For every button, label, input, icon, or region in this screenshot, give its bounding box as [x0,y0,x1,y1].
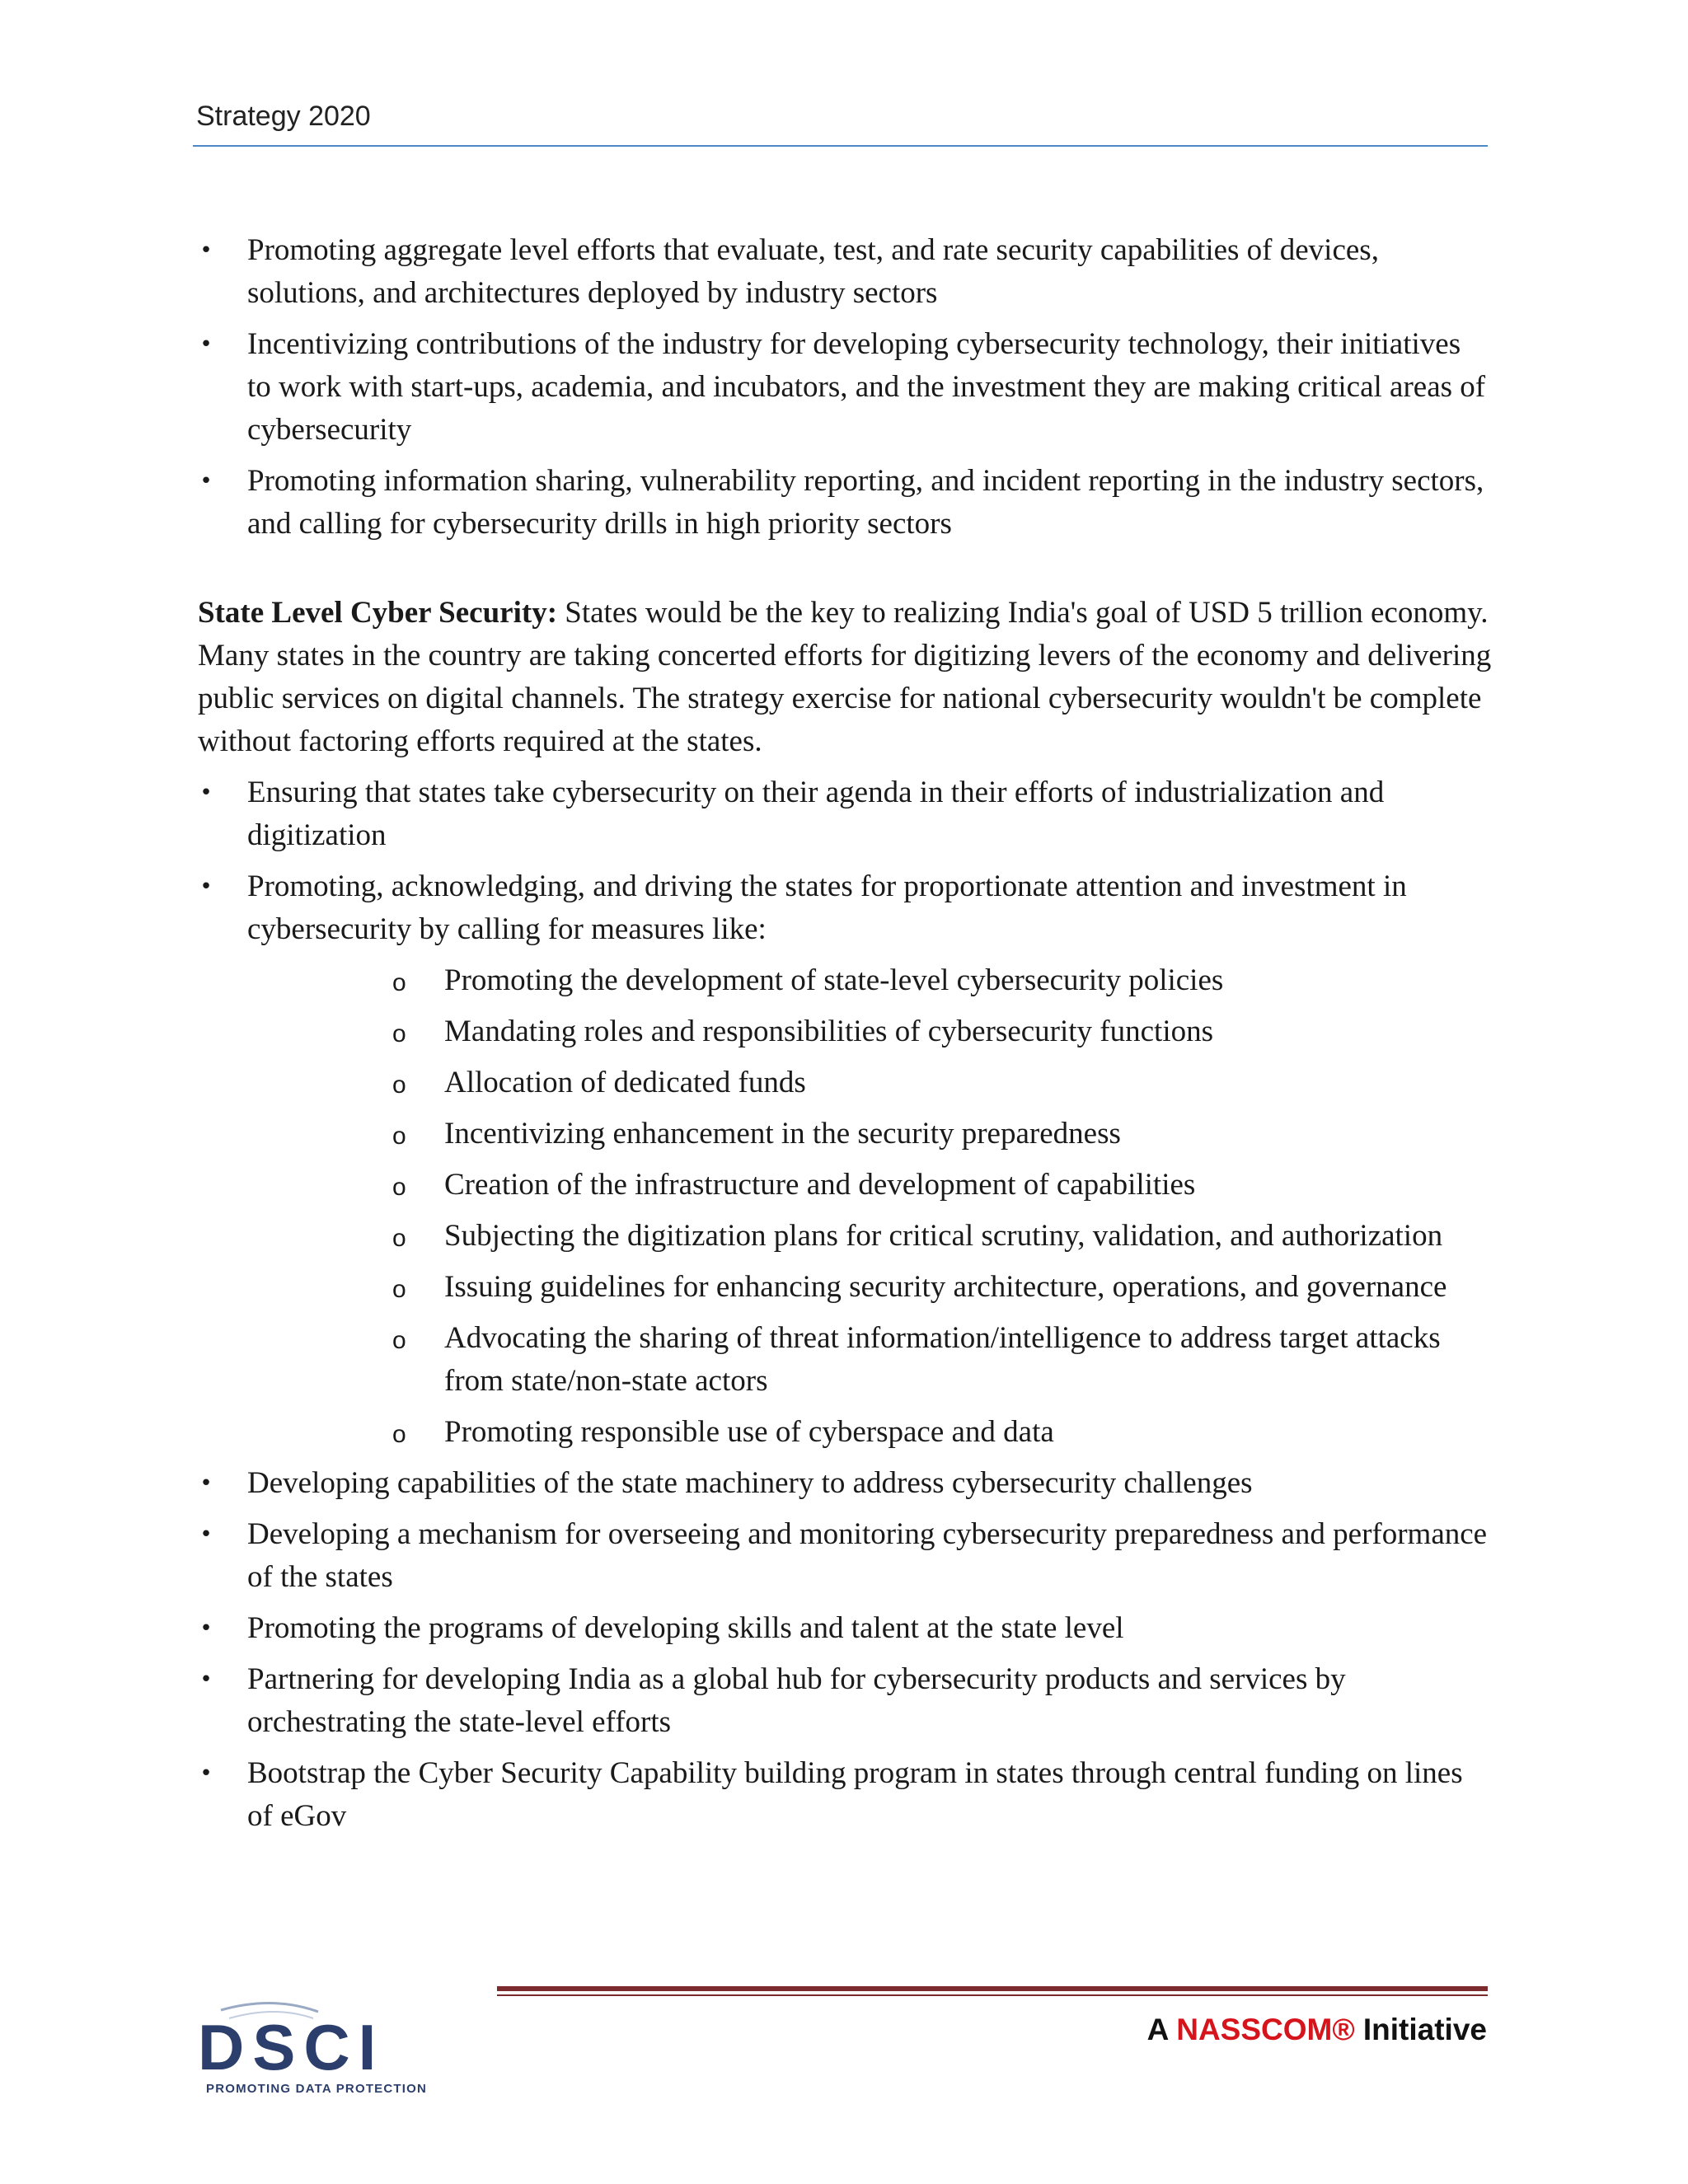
sub-list-item: o Advocating the sharing of threat information/intelligence to address target attacks from state/non-state actors [392,1321,1441,1398]
section-heading: State Level Cyber Security: [198,596,558,630]
list-item: • Promoting aggregate level efforts that evaluate, test, and rate security capabilities of devices, solutions, and architectures deployed by industry sectors [198,229,1492,315]
bullet-icon: • [199,1471,213,1496]
nasscom-brand: NASSCOM® [1176,2013,1355,2046]
sub-bullet-icon: o [392,1421,406,1448]
state-level-paragraph [198,592,1492,763]
sub-bullet-icon: o [392,1020,406,1047]
paragraph-text: States would be the key to realizing India's goal of USD 5 trillion economy. Many states in the country are taking concerted efforts for digitizing levers of the economy and delivering public services on digital channels. The strategy exercise for national cybersecurity wouldn't be complete without factoring efforts required at the states. [198,596,1492,758]
document-body [198,229,1492,1846]
logo-wordmark: DSCI [198,2011,385,2083]
bullet-icon: • [199,1761,213,1786]
sub-bullet-icon: o [392,1071,406,1099]
state-bullet-list [198,771,1492,1838]
sub-list-item: o Issuing guidelines for enhancing security architecture, operations, and governance [247,1266,1492,1309]
nasscom-initiative-label: A NASSCOM® Initiative [1146,2013,1487,2046]
sub-bullet-icon: o [392,1174,406,1201]
bullet-icon: • [199,874,213,899]
list-item: • Developing capabilities of the state machinery to address cybersecurity challenges [198,1462,1492,1505]
sub-list-item: o Mandating roles and responsibilities of cybersecurity functions [247,1010,1492,1053]
footer-divider-thin [497,1994,1488,1996]
dsci-logo [195,2000,458,2097]
bullet-icon: • [199,238,213,263]
list-item: • Incentivizing contributions of the industry for developing cybersecurity technology, their initiatives to work with start-ups, academia, and incubators, and the investment they are making critical areas of cybersecurity [198,323,1492,452]
sub-list-item: o Creation of the infrastructure and development of capabilities [247,1164,1492,1207]
sub-list-item: o Promoting the development of state-level cybersecurity policies [247,959,1492,1002]
sub-bullet-icon: o [392,969,406,996]
bullet-icon: • [199,1616,213,1641]
list-item: • Promoting the programs of developing skills and talent at the state level [198,1607,1492,1650]
bullet-icon: • [199,1667,213,1692]
list-item: • Promoting, acknowledging, and driving the states for proportionate attention and investment in cybersecurity by calling for measures like: o Promoting the development of state-level cybersecurity policies o Mandating roles and responsibilities of cybersecurity functions o Allocation of dedicated funds o Incentivizing enhancement in the security preparedness o Creation of the infrastructure and development of capabilities o Subjecting the digitization plans for critical scrutiny, validation, and authorization o Issuing guidelines for enhancing security architecture, operations, and governance o Advocating the sharing of threat information/intelligence to address target attacks from state/non-state actors o Promoting responsible use of cyberspace and data [198,865,1492,1454]
header-divider [193,145,1488,147]
sub-bullet-icon: o [392,1122,406,1150]
sub-bullet-icon: o [392,1327,406,1354]
sub-list-item: o Allocation of dedicated funds [247,1062,1492,1104]
list-item: • Ensuring that states take cybersecurity on their agenda in their efforts of industrialization and digitization [198,771,1492,857]
list-item: • Promoting information sharing, vulnerability reporting, and incident reporting in the industry sectors, and calling for cybersecurity drills in high priority sectors [198,460,1492,546]
list-item: • Developing a mechanism for overseeing and monitoring cybersecurity preparedness and performance of the states [198,1513,1492,1599]
bullet-icon: • [199,780,213,805]
sub-bullet-icon: o [392,1276,406,1303]
sub-list-item: o Subjecting the digitization plans for critical scrutiny, validation, and authorization [247,1215,1492,1258]
sub-list-item: o Promoting responsible use of cyberspace and data [247,1411,1492,1454]
logo-tagline: PROMOTING DATA PROTECTION [206,2082,428,2096]
sub-bullet-icon: o [392,1225,406,1252]
sub-list-item: o Incentivizing enhancement in the security preparedness [247,1113,1492,1155]
footer-divider-thick [497,1986,1488,1991]
bullet-icon: • [199,332,213,357]
measures-sub-list [247,959,1492,1454]
list-item: • Bootstrap the Cyber Security Capability building program in states through central funding on lines of eGov [198,1752,1492,1838]
bullet-icon: • [199,1522,213,1547]
list-item: • Partnering for developing India as a global hub for cybersecurity products and services by orchestrating the state-level efforts [198,1658,1492,1744]
page-header-title: Strategy 2020 [196,101,371,132]
bullet-icon: • [199,469,213,494]
intro-bullet-list [198,229,1492,546]
